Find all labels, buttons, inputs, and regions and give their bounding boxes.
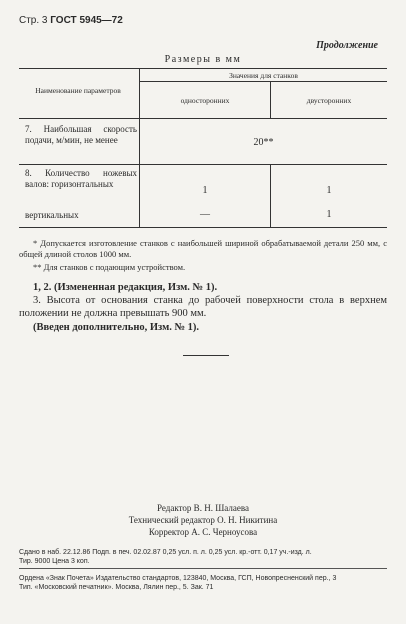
table-bottom-rule xyxy=(19,227,387,228)
row-value-vertical-one: — xyxy=(200,209,210,220)
imprint-line-1: Сдано в наб. 22.12.86 Подп. в печ. 02.02.87 0,25 усл. п. л. 0,25 усл. кр.-отт. 0,17 уч.-изд. л. xyxy=(19,549,312,556)
header-param: Наименование параметров xyxy=(35,86,121,95)
table-top-rule xyxy=(19,68,387,69)
row-value-feed-speed: 20** xyxy=(253,137,274,148)
separator-line xyxy=(183,355,229,356)
row-param-feed-speed: 7. Наибольшая скорость подачи, м/мин, не менее xyxy=(25,124,137,145)
imprint-rule xyxy=(19,568,387,569)
note-height-requirement: 3. Высота от основания станка до рабочей поверхности стола в верхнем положении не должна превышать 900 мм. xyxy=(19,295,387,319)
header-values: Значения для станков xyxy=(229,71,298,80)
note-amendment-2: (Введен дополнительно, Изм. № 1). xyxy=(33,322,200,333)
footnote-2: ** Для станков с подающим устройством. xyxy=(33,262,186,272)
tech-editor-line: Технический редактор О. Н. Никитина xyxy=(128,515,278,525)
row-value-horizontal-two: 1 xyxy=(326,185,332,196)
header-one-sided: односторонних xyxy=(180,96,230,105)
header-split-rule xyxy=(139,81,387,82)
page-header xyxy=(19,15,123,26)
corrector-line: Корректор А. С. Черноусова xyxy=(148,527,258,537)
header-two-sided: двусторонних xyxy=(306,96,352,105)
table-title: Размеры в мм xyxy=(164,54,242,65)
row-param-vertical-shafts: вертикальных xyxy=(25,210,79,220)
editor-line: Редактор В. Н. Шалаева xyxy=(157,503,249,513)
row-divider-1 xyxy=(19,164,387,165)
row-value-vertical-two: 1 xyxy=(326,209,332,220)
imprint-line-3: Ордена «Знак Почета» Издательство стандартов, 123840, Москва, ГСП, Новопресненский пер., 3 xyxy=(19,575,337,582)
imprint-line-2: Тир. 9000 Цена 3 коп. xyxy=(19,558,90,565)
standard-number: ГОСТ 5945—72 xyxy=(50,15,123,26)
page-label: Стр. 3 xyxy=(19,15,48,26)
continuation-label: Продолжение xyxy=(316,40,378,51)
note-amendment-1: 1, 2. (Измененная редакция, Изм. № 1). xyxy=(33,282,218,293)
header-bottom-rule xyxy=(19,118,387,119)
row-value-horizontal-one: 1 xyxy=(202,185,208,196)
row-param-horizontal-shafts: 8. Количество ножевых валов: горизонтальных xyxy=(25,168,137,189)
imprint-line-4: Тип. «Московский печатник». Москва, Лялин пер., 5. Зак. 71 xyxy=(19,584,214,591)
footnote-1: * Допускается изготовление станков с наибольшей шириной обрабатываемой детали 250 мм, с общей длиной столов 1000 мм. xyxy=(19,238,387,259)
